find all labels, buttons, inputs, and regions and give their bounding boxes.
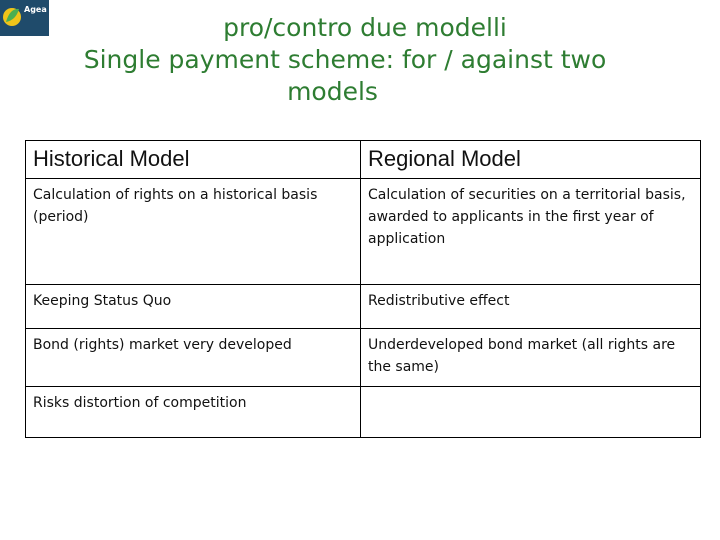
slide-title xyxy=(0,12,720,108)
table-cell xyxy=(361,387,701,438)
title-line-3: models xyxy=(287,77,378,106)
logo-name: Agea xyxy=(24,5,47,14)
table-row xyxy=(26,329,701,387)
table-cell: Bond (rights) market very developed xyxy=(26,329,361,387)
table-header-row xyxy=(26,141,701,179)
table-cell: Redistributive effect xyxy=(361,285,701,329)
table-cell: Risks distortion of competition xyxy=(26,387,361,438)
table-cell: Keeping Status Quo xyxy=(26,285,361,329)
comparison-table xyxy=(25,140,701,438)
table-cell: Underdeveloped bond market (all rights are the same) xyxy=(361,329,701,387)
header-regional-model: Regional Model xyxy=(361,141,701,179)
title-line-2: Single payment scheme: for / against two xyxy=(83,45,607,74)
table-row xyxy=(26,179,701,285)
table-row xyxy=(26,285,701,329)
title-line-1: pro/contro due modelli xyxy=(223,13,507,42)
table-row xyxy=(26,387,701,438)
table-cell: Calculation of securities on a territorial basis, awarded to applicants in the first year of application xyxy=(361,179,701,285)
table-cell: Calculation of rights on a historical basis (period) xyxy=(26,179,361,285)
header-historical-model: Historical Model xyxy=(26,141,361,179)
